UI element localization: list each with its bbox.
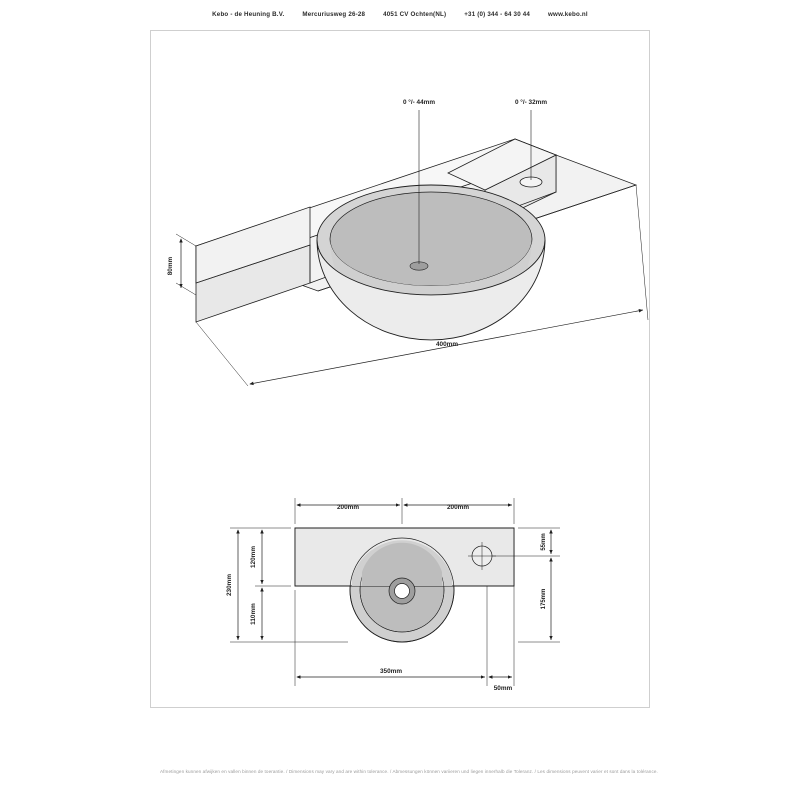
dim-label-50mm: 50mm: [493, 685, 513, 692]
plan-drain-hole: [395, 584, 410, 599]
dim-label-80mm: 80mm: [167, 256, 174, 276]
callout-label-44: 0 °/- 44mm: [402, 99, 436, 106]
dim-label-200-left: 200mm: [336, 504, 360, 511]
header-company: Kebo - de Heuning B.V.: [212, 10, 285, 18]
header-street: Mercuriusweg 26-28: [302, 10, 366, 18]
dim-label-55mm: 55mm: [541, 533, 547, 551]
dim-label-110mm: 110mm: [250, 603, 257, 625]
dim-label-400mm: 400mm: [435, 341, 459, 348]
sheet-footer-note: Afmetingen kunnen afwijken en vallen binnen de toerantie. / Dimensions may vary and are within tolerance. / Abmessungen können variieren und liegen innerhalb die Toleranz. / Les dimensions peuvent varier et sont dans la tolérance.: [160, 769, 658, 774]
dim-label-230mm: 230mm: [226, 573, 233, 597]
dim-label-350mm: 350mm: [379, 668, 403, 675]
dim-label-200-right: 200mm: [446, 504, 470, 511]
dim-label-120mm: 120mm: [250, 545, 257, 569]
header-website: www.kebo.nl: [548, 10, 588, 18]
dim-label-175mm: 175mm: [541, 588, 547, 610]
callout-label-32: 0 °/- 32mm: [514, 99, 548, 106]
header-phone: +31 (0) 344 - 64 30 44: [464, 10, 531, 18]
header-city: 4051 CV Ochten(NL): [383, 10, 447, 18]
